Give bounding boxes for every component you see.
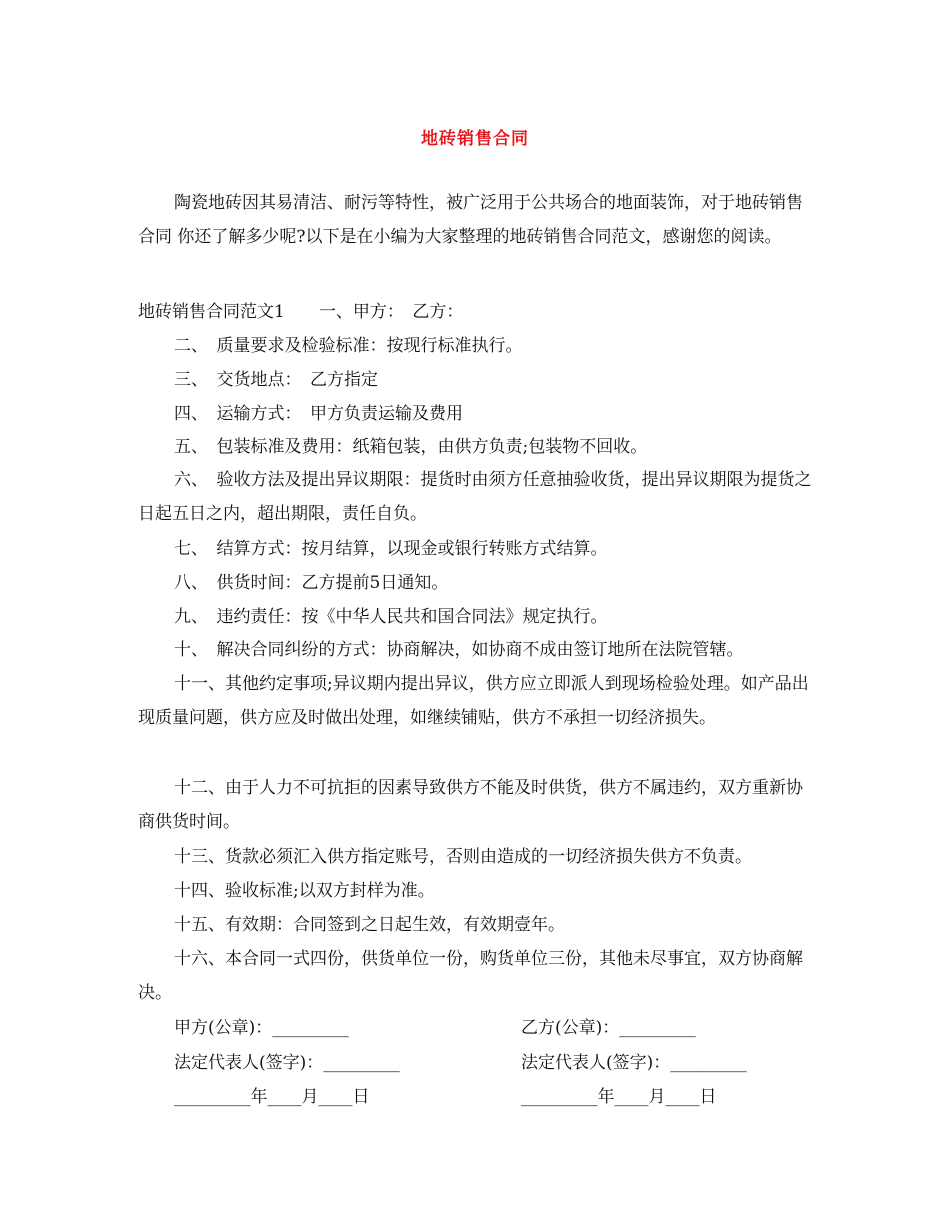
clause-6: 六、 验收方法及提出异议期限：提货时由须方任意抽验收货，提出异议期限为提货之日起五日之内，超出期限，责任自负。	[138, 470, 812, 524]
clause-15: 十五、有效期：合同签到之日起生效，有效期壹年。	[174, 915, 565, 935]
clause-2: 二、 质量要求及检验标准：按现行标准执行。	[174, 336, 523, 356]
clause-3: 三、 交货地点： 乙方指定	[174, 370, 378, 390]
sample-heading: 地砖销售合同范文1 一、甲方： 乙方：	[138, 302, 464, 322]
document-title: 地砖销售合同	[421, 129, 529, 149]
clause-5: 五、 包装标准及费用：纸箱包装，由供方负责;包装物不回收。	[174, 437, 648, 457]
party-a-date-line: _________年____月____日	[174, 1087, 370, 1107]
clause-10: 十、 解决合同纠纷的方式：协商解决，如协商不成由签订地所在法院管辖。	[174, 640, 744, 660]
party-b-representative-line: 法定代表人(签字)：_________	[521, 1053, 747, 1073]
intro-paragraph: 陶瓷地砖因其易清洁、耐污等特性，被广泛用于公共场合的地面装饰，对于地砖销售合同 你还了解多少呢?以下是在小编为大家整理的地砖销售合同范文，感谢您的阅读。	[138, 193, 803, 247]
clause-9: 九、 违约责任：按《中华人民共和国合同法》规定执行。	[174, 607, 608, 627]
clause-8: 八、 供货时间：乙方提前5日通知。	[174, 573, 449, 593]
party-b-date-line: _________年____月____日	[521, 1087, 717, 1107]
clause-7: 七、 结算方式：按月结算，以现金或银行转账方式结算。	[174, 539, 608, 559]
clause-11: 十一、其他约定事项;异议期内提出异议，供方应立即派人到现场检验处理。如产品出现质量问题，供方应及时做出处理，如继续铺贴，供方不承担一切经济损失。	[138, 674, 809, 728]
party-b-seal-line: 乙方(公章)：_________	[521, 1018, 696, 1038]
clause-14: 十四、验收标准;以双方封样为准。	[174, 881, 435, 901]
clause-12: 十二、由于人力不可抗拒的因素导致供方不能及时供货，供方不属违约，双方重新协商供货时间。	[138, 778, 803, 832]
party-a-representative-line: 法定代表人(签字)：_________	[174, 1053, 400, 1073]
party-a-seal-line: 甲方(公章)：_________	[174, 1018, 349, 1038]
clause-16: 十六、本合同一式四份，供货单位一份，购货单位三份，其他未尽事宜，双方协商解决。	[138, 949, 803, 1003]
clause-4: 四、 运输方式： 甲方负责运输及费用	[174, 404, 463, 424]
clause-13: 十三、货款必须汇入供方指定账号，否则由造成的一切经济损失供方不负责。	[174, 847, 752, 867]
